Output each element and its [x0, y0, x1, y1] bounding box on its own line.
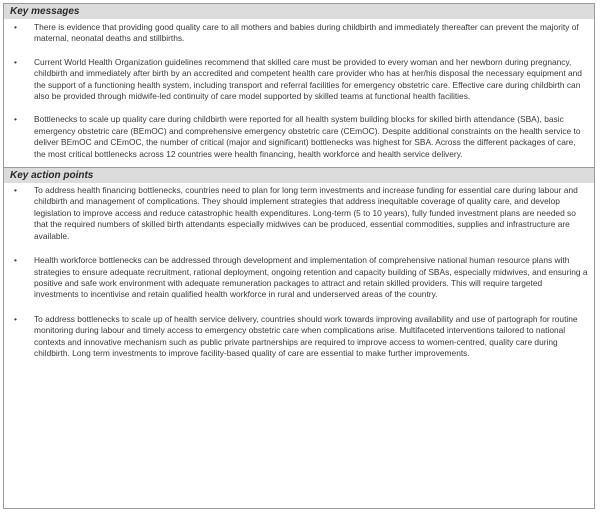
list-item-text: Current World Health Organization guidelines recommend that skilled care must be provided to every woman and her newborn during pregnancy, childbirth and immediately after birth by an accredited and competent health care provider who has at her/his disposal the necessary equipment and the support of a functioning health system, including transport and referral facilities for emergency obstetric care. Effective care during childbirth can also be provided through midwife-led continuity of care model supported by skilled teams at functional health facilities. — [34, 56, 582, 102]
key-messages-list — [4, 22, 594, 160]
list-item — [12, 255, 588, 301]
list-item — [12, 314, 588, 360]
list-item-text: Bottlenecks to scale up quality care during childbirth were reported for all health system building blocks for skilled birth attendance (SBA), basic emergency obstetric care (BEmOC) and comprehensive emergency obstetric care (CEmOC). Despite additional constraints on the health service to deliver BEmOC and CEmOC, the number of critical (major and significant) bottlenecks was highest for SBA. Across the different packages of care, the most critical bottlenecks across 12 countries were health financing, health workforce and health service delivery. — [34, 114, 581, 159]
bullet-icon: • — [14, 255, 17, 266]
list-item — [12, 114, 588, 160]
bullet-icon: • — [14, 185, 17, 196]
key-action-points-list — [4, 185, 594, 359]
list-item — [12, 22, 588, 45]
key-action-points-heading: Key action points — [4, 168, 594, 183]
key-action-points-section — [4, 168, 594, 359]
list-item-text: To address bottlenecks to scale up of health service delivery, countries should work towards improving availability and use of partograph for routine monitoring during labour and timely access to emergency obstetric care when complications arise. Multifaceted interventions tailored to national contexts and innovative mechanism such as public private partnerships are required to improve access to women-centred, quality care during childbirth. Long term investments to improve facility-based quality of care are essential to make further improvements. — [34, 313, 578, 358]
key-messages-heading: Key messages — [4, 4, 594, 19]
bullet-icon: • — [14, 114, 17, 125]
bullet-icon: • — [14, 56, 17, 67]
list-item — [12, 57, 588, 103]
list-item — [12, 185, 588, 242]
document-box — [3, 3, 595, 509]
bullet-icon: • — [14, 22, 17, 32]
list-item-text: There is evidence that providing good quality care to all mothers and babies during childbirth and immediately thereafter can prevent the majority of maternal, neonatal deaths and stillbirths. — [34, 22, 579, 44]
list-item-text: To address health financing bottlenecks, countries need to plan for long term investments and increase funding for essential care during labour and childbirth and management of complications. They should implement strategies that address inequitable coverage of quality care, and develop legislation to improve access and reduce catastrophic health expenditures. Long-term (5 to 10 years), fully funded investment plans are needed so that the required numbers of skilled birth attendants especially midwives can be produced, essential commodities, supplies and infrastructure are available. — [34, 185, 578, 241]
bullet-icon: • — [14, 313, 17, 324]
key-messages-section — [4, 4, 594, 160]
list-item-text: Health workforce bottlenecks can be addressed through development and implementation of comprehensive national human resource plans with strategies to ensure adequate recruitment, rational deployment, ongoing retention and capacity building of SBAs, especially midwives, and ensuring a positive and safe work environment with adequate remuneration packages to attract and retain skilled providers. This will require targeted investments to incentivise and retain qualified health workforce in rural and underserved areas of the country. — [34, 255, 588, 300]
